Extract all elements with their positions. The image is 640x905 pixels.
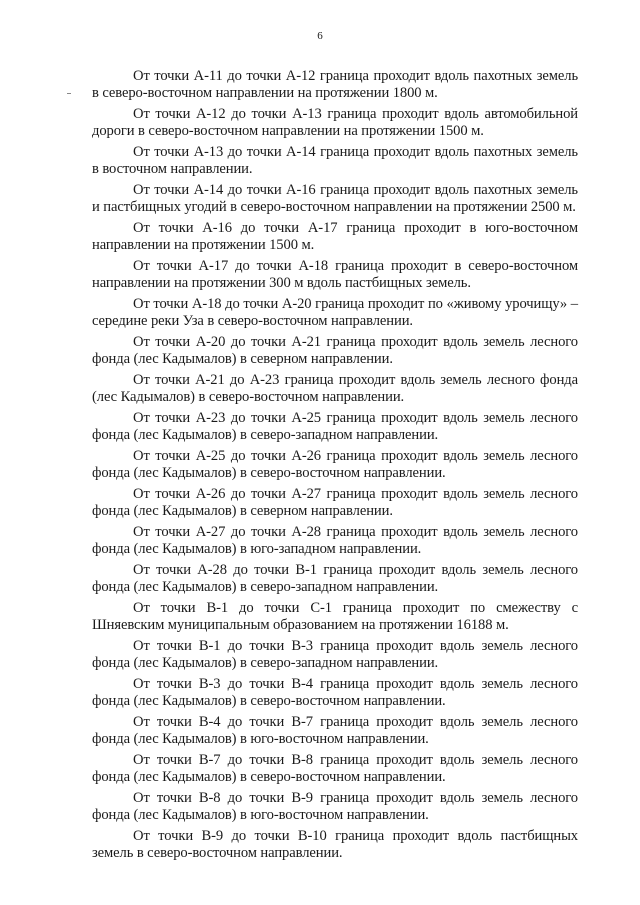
paragraph: От точки А-13 до точки А-14 граница проходит вдоль пахотных земель в восточном направлении.	[92, 144, 578, 177]
document-body	[92, 68, 578, 866]
paragraph: От точки А-21 до А-23 граница проходит вдоль земель лесного фонда (лес Кадымалов) в северо-восточном направлении.	[92, 372, 578, 405]
paragraph: От точки В-1 до точки С-1 граница проходит по смежеству с Шняевским муниципальным образованием на протяжении 16188 м.	[92, 600, 578, 633]
paragraph: От точки В-8 до точки В-9 граница проходит вдоль земель лесного фонда (лес Кадымалов) в юго-восточном направлении.	[92, 790, 578, 823]
paragraph: От точки А-12 до точки А-13 граница проходит вдоль автомобильной дороги в северо-восточном направлении на протяжении 1500 м.	[92, 106, 578, 139]
paragraph: От точки В-4 до точки В-7 граница проходит вдоль земель лесного фонда (лес Кадымалов) в юго-восточном направлении.	[92, 714, 578, 747]
paragraph: От точки А-27 до точки А-28 граница проходит вдоль земель лесного фонда (лес Кадымалов) в юго-западном направлении.	[92, 524, 578, 557]
paragraph: От точки А-18 до точки А-20 граница проходит по «живому урочищу» – середине реки Уза в северо-восточном направлении.	[92, 296, 578, 329]
paragraph: От точки В-3 до точки В-4 граница проходит вдоль земель лесного фонда (лес Кадымалов) в северо-восточном направлении.	[92, 676, 578, 709]
paragraph: От точки А-11 до точки А-12 граница проходит вдоль пахотных земель в северо-восточном направлении на протяжении 1800 м.	[92, 68, 578, 101]
scan-artifact	[67, 93, 71, 94]
paragraph: От точки А-28 до точки В-1 граница проходит вдоль земель лесного фонда (лес Кадымалов) в северо-западном направлении.	[92, 562, 578, 595]
page-number: 6	[317, 30, 323, 42]
paragraph: От точки А-17 до точки А-18 граница проходит в северо-восточном направлении на протяжении 300 м вдоль пастбищных земель.	[92, 258, 578, 291]
paragraph: От точки А-14 до точки А-16 граница проходит вдоль пахотных земель и пастбищных угодий в северо-восточном направлении на протяжении 2500 м.	[92, 182, 578, 215]
paragraph: От точки А-20 до точки А-21 граница проходит вдоль земель лесного фонда (лес Кадымалов) в северном направлении.	[92, 334, 578, 367]
paragraph: От точки В-9 до точки В-10 граница проходит вдоль пастбищных земель в северо-восточном направлении.	[92, 828, 578, 861]
paragraph: От точки А-25 до точки А-26 граница проходит вдоль земель лесного фонда (лес Кадымалов) в северо-восточном направлении.	[92, 448, 578, 481]
paragraph: От точки В-7 до точки В-8 граница проходит вдоль земель лесного фонда (лес Кадымалов) в северо-восточном направлении.	[92, 752, 578, 785]
paragraph: От точки В-1 до точки В-3 граница проходит вдоль земель лесного фонда (лес Кадымалов) в северо-западном направлении.	[92, 638, 578, 671]
paragraph: От точки А-16 до точки А-17 граница проходит в юго-восточном направлении на протяжении 1500 м.	[92, 220, 578, 253]
paragraph: От точки А-26 до точки А-27 граница проходит вдоль земель лесного фонда (лес Кадымалов) в северном направлении.	[92, 486, 578, 519]
paragraph: От точки А-23 до точки А-25 граница проходит вдоль земель лесного фонда (лес Кадымалов) в северо-западном направлении.	[92, 410, 578, 443]
